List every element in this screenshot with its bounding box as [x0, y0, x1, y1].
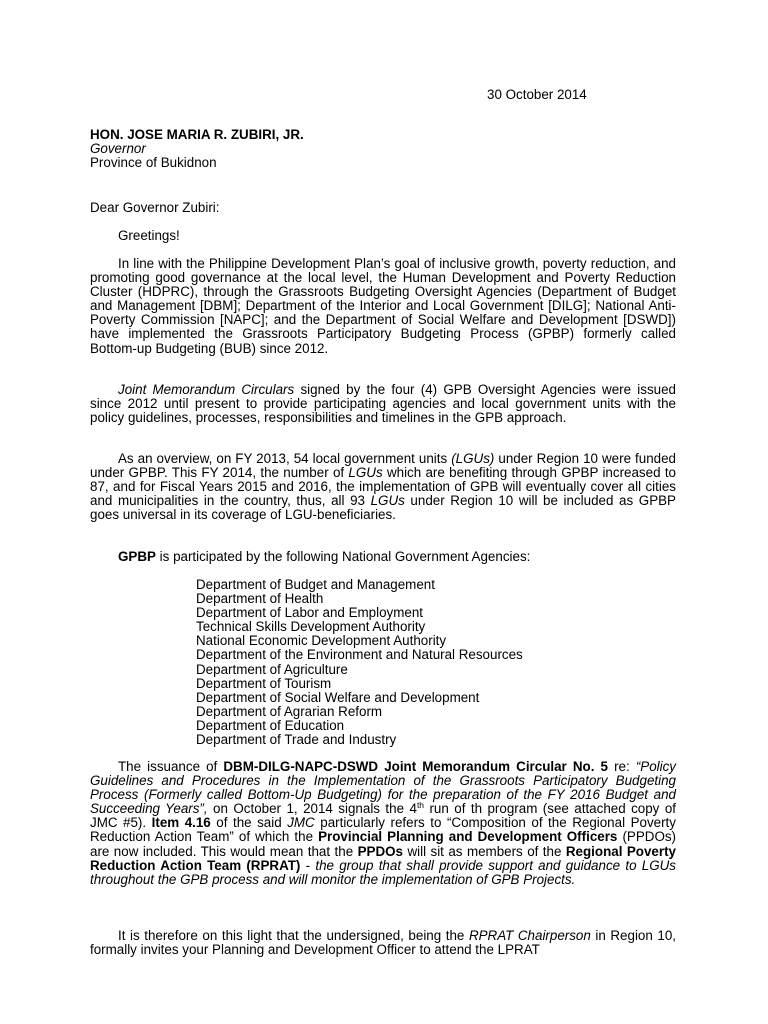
list-item: Department of Labor and Employment — [196, 605, 424, 621]
list-item: Department of Trade and Industry — [196, 732, 397, 748]
list-item: Department of Tourism — [196, 675, 332, 691]
list-item: Technical Skills Development Authority — [196, 619, 426, 635]
jmc-em: Joint Memorandum Circulars — [118, 382, 295, 397]
p3-part-a: As an overview, on FY 2013, 54 local government units — [118, 451, 452, 466]
p5-sup: th — [416, 800, 425, 811]
p5-title: “Policy Guidelines and Procedures in the Implementation of the Grassroots Participatory Budgeting Process (Formerly called Bottom-Up Budgeting) for the preparation of the FY 2016 Budget and Succeeding Years”, — [90, 759, 676, 817]
agency-list — [196, 578, 523, 747]
greeting: Greetings! — [118, 228, 180, 243]
p6-b: in Region 10, formally invites your Planning and Development Officer to attend the LPRAT — [90, 928, 676, 958]
p3-part-b: under Region 10 were funded under GPBP. This FY 2014, the number of — [90, 451, 676, 481]
p5-b: re: — [607, 759, 636, 774]
p5-c: on October 1, 2014 signals the 4 — [207, 801, 417, 817]
p4-gpbp: GPBP — [118, 549, 156, 564]
paragraph-1 — [90, 257, 676, 356]
p5-ppdos: PPDOs — [357, 843, 404, 859]
p5-f: particularly refers to “Composition of the Regional Poverty Reduction Action Team” of which the — [90, 815, 676, 845]
p5-rprat-full: Regional Poverty Reduction Action Team (RPRAT) — [90, 843, 676, 873]
p5-role: the group that shall provide support and guidance to LGUs throughout the GPB process and will monitor the implementation of GPB Projects. — [90, 857, 676, 887]
list-item: National Economic Development Authority — [196, 633, 447, 649]
paragraph-2 — [90, 383, 676, 425]
recipient-name: HON. JOSE MARIA R. ZUBIRI, JR. — [90, 127, 304, 142]
list-item: Department of the Environment and Natural Resources — [196, 647, 523, 663]
recipient-office: Province of Bukidnon — [90, 155, 217, 171]
p5-a: The issuance of — [118, 759, 224, 774]
paragraph-4 — [90, 550, 676, 564]
p3-lgus-paren: (LGUs) — [451, 451, 495, 466]
p5-jmc-it: JMC — [287, 815, 315, 831]
list-item: Department of Agriculture — [196, 661, 348, 677]
salutation: Dear Governor Zubiri: — [90, 200, 220, 215]
p5-i: - — [300, 857, 316, 873]
recipient-title: Governor — [90, 141, 146, 157]
recipient-block — [90, 128, 690, 170]
p5-ppdo-full: Provincial Planning and Development Officers — [318, 829, 618, 845]
p3-part-c: which are benefiting through GPBP increased to 87, and for Fiscal Years 2015 and 2016, the implementation of GPB will eventually cover all cities and municipalities in the country, thus, all 93 — [90, 465, 676, 509]
paragraph-1-text: In line with the Philippine Development Plan’s goal of inclusive growth, poverty reduction, and promoting good governance at the local level, the Human Development and Poverty Reduction Cluster (HDPRC), through the Grassroots Budgeting Oversight Agencies (Department of Budget and Management [DBM]; Department of the Interior and Local Government [DILG]; National Anti- Poverty Commission [NAPC]; and the Department of Social Welfare and Development [DSWD]) have implemented the Grassroots Participatory Budgeting Process (GPBP) formerly called Bottom-up Budgeting (BUB) since 2012. — [90, 256, 676, 356]
paragraph-5 — [90, 760, 676, 887]
p3-lgus-1: LGUs — [348, 465, 383, 481]
p5-jmc: DBM-DILG-NAPC-DSWD Joint Memorandum Circular No. 5 — [223, 759, 608, 774]
paragraph-6 — [90, 929, 676, 957]
list-item: Department of Agrarian Reform — [196, 703, 383, 719]
p5-g: (PPDOs) are now included. This would mean that the — [90, 829, 677, 859]
p5-d: run of th program (see attached copy of JMC #5). — [90, 801, 676, 831]
letter-date: 30 October 2014 — [487, 87, 587, 102]
p4-text: is participated by the following National Government Agencies: — [155, 549, 531, 564]
p6-chair: RPRAT Chairperson — [468, 928, 591, 943]
paragraph-2-text: signed by the four (4) GPB Oversight Agencies were issued since 2012 until present to provide participating agencies and local government units with the policy guidelines, processes, responsibilities and timelines in the GPB approach. — [90, 382, 676, 426]
p6-a: It is therefore on this light that the undersigned, being the — [118, 928, 469, 943]
list-item: Department of Social Welfare and Development — [196, 689, 480, 705]
p3-part-d: under Region 10 will be included as GPBP goes universal in its coverage of LGU-beneficiaries. — [90, 493, 676, 523]
paragraph-3 — [90, 452, 676, 522]
p5-e: of the said — [210, 815, 288, 831]
p5-item: Item 4.16 — [151, 815, 211, 831]
p3-lgus-2: LGUs — [370, 493, 405, 509]
list-item: Department of Education — [196, 717, 345, 733]
p5-h: will sit as members of the — [403, 843, 566, 859]
list-item: Department of Budget and Management — [196, 577, 435, 592]
list-item: Department of Health — [196, 591, 324, 607]
